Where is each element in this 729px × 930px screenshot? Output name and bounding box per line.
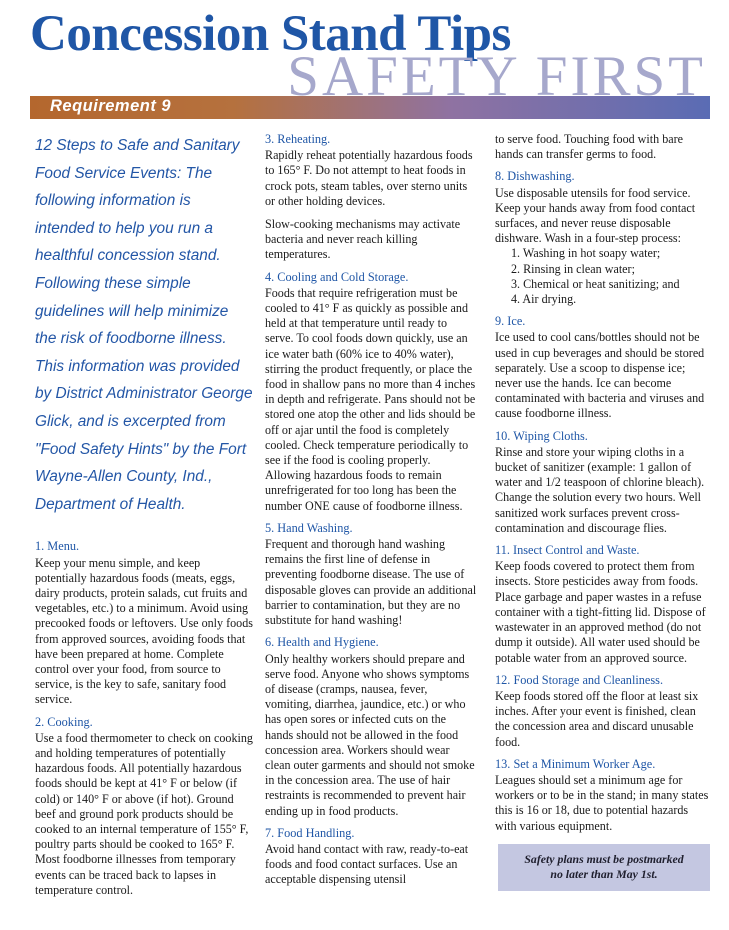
section-heading: 6. Health and Hygiene. — [265, 635, 379, 650]
section-body: Only healthy workers should prepare and serve food. Anyone who shows symptoms of disease (cramps, nausea, fever, vomiting, diarrhea, jaundice, etc.) or who has open sores or infected cuts on the hands should not be allowed in the food concession area. Workers should wear clean outer garments and should not smoke in the concession area. The use of hair restraints is recommended to prevent hair ending up in food products. — [265, 651, 475, 818]
section-body: Frequent and thorough hand washing remains the first line of defense in preventing foodborne disease. The use of disposable gloves can provide an additional barrier to contamination, but they are no substitute for hand washing! — [265, 537, 477, 628]
section-food-handling — [265, 826, 477, 888]
section-body: Use a food thermometer to check on cooking and holding temperatures of potentially hazardous foods. All potentially hazardous foods should be kept at 41° F or below (if cold) or 140° F or above (if hot). Ground beef and ground pork products should be cooked to an internal temperature of 155° F, poultry parts should be cooked to 165° F. Most foodborne illnesses from temporary events can be traced back to lapses in temperature control. — [35, 730, 253, 897]
section-heading: 11. Insect Control and Waste. — [495, 543, 640, 558]
notice-line: Safety plans must be postmarked — [524, 852, 684, 867]
intro-text: 12 Steps to Safe and Sanitary Food Service Events: The following information is intended to help you run a healthful concession stand. Following these simple guidelines will help minimize the risk of foodborne illness. This information was provided by District Administrator George Glick, and is excerpted from "Food Safety Hints" by the Fort Wayne-Allen County, Ind., Department of Health. — [35, 137, 253, 513]
section-heading: 1. Menu. — [35, 539, 80, 554]
section-reheating — [265, 132, 477, 263]
section-heading: 7. Food Handling. — [265, 825, 355, 840]
section-hand-washing — [265, 521, 477, 628]
section-food-storage — [495, 673, 709, 750]
section-body: Ice used to cool cans/bottles should not be used in cup beverages and should be stored separately. Use a scoop to dispense ice; never use the hands. Ice can become contaminated with bacteria and viruses and cause foodborne illness. — [495, 330, 705, 421]
section-insect-control — [495, 543, 709, 666]
section-worker-age — [495, 757, 709, 834]
section-body: Foods that require refrigeration must be cooled to 41° F as quickly as possible and held at that temperature until ready to serve. To cool foods down quickly, use an ice water bath (60% ice to 40% water), stirring the product frequently, or place the food in shallow pans no more than 4 inches in depth and refrigerate. Pans should not be stored one atop the other and lids should be off or ajar until the food is completely cooled. Check temperature periodically to see if the food is cooling properly. Allowing hazardous foods to remain unrefrigerated for too long has been the number ONE cause of foodborne illness. — [265, 285, 476, 513]
notice-line: no later than May 1st. — [550, 867, 658, 882]
dishwashing-step: 2. Rinsing in clean water; — [511, 261, 635, 276]
column-right — [495, 132, 709, 891]
section-menu — [35, 539, 253, 707]
section-cooking — [35, 715, 253, 898]
page-title: Concession Stand Tips — [30, 6, 511, 62]
section-body: Keep foods stored off the floor at least six inches. After your event is finished, clean the concession area and discard unusable food. — [495, 688, 699, 749]
section-body: Leagues should set a minimum age for workers or to be in the stand; in many states this is 16 or 18, due to potential hazards with various equipment. — [495, 772, 709, 833]
section-health-hygiene — [265, 635, 477, 818]
section-heading: 3. Reheating. — [265, 132, 331, 146]
deadline-notice — [498, 844, 710, 891]
column-left — [35, 132, 253, 905]
section-food-handling-continued — [495, 132, 709, 162]
section-heading: 4. Cooling and Cold Storage. — [265, 269, 409, 284]
section-dishwashing — [495, 169, 709, 307]
section-body: Rapidly reheat potentially hazardous foods to 165° F. Do not attempt to heat foods in crock pots, steam tables, over sterno units or other holding devices. — [265, 148, 473, 208]
section-body: Use disposable utensils for food service. Keep your hands away from food contact surfaces, and never reuse disposable dishware. Wash in a four-step process: — [495, 185, 696, 246]
section-wiping-cloths — [495, 429, 709, 536]
section-heading: 5. Hand Washing. — [265, 520, 353, 535]
section-ice — [495, 314, 709, 421]
dishwashing-step: 4. Air drying. — [511, 292, 577, 307]
section-heading: 12. Food Storage and Cleanliness. — [495, 672, 664, 687]
dishwashing-steps — [495, 246, 709, 307]
dishwashing-step: 1. Washing in hot soapy water; — [511, 246, 661, 261]
section-heading: 10. Wiping Cloths. — [495, 428, 588, 443]
column-middle — [265, 132, 477, 895]
section-heading: 2. Cooking. — [35, 714, 93, 729]
section-heading: 8. Dishwashing. — [495, 169, 575, 184]
section-body: Keep your menu simple, and keep potentially hazardous foods (meats, eggs, dairy products, protein salads, cut fruits and vegetables, etc.) to a minimum. Avoid using precooked foods or leftovers. Use only foods from approved sources, avoiding foods that have been prepared at home. Complete control over your food, from source to service, is the key to safe, sanitary food service. — [35, 555, 253, 707]
dishwashing-step: 3. Chemical or heat sanitizing; and — [511, 276, 680, 291]
section-heading: 13. Set a Minimum Worker Age. — [495, 756, 656, 771]
section-body-2: Slow-cooking mechanisms may activate bacteria and never reach killing temperatures. — [265, 217, 461, 262]
section-heading: 9. Ice. — [495, 314, 526, 329]
requirement-label: Requirement 9 — [50, 97, 172, 115]
section-cooling — [265, 270, 477, 514]
section-body: Keep foods covered to protect them from insects. Store pesticides away from foods. Place garbage and paper wastes in a refuse container with a tight-fitting lid. Dispose of wastewater in an approved method (do not dump it outside). All water used should be potable water from an approved source. — [495, 559, 706, 665]
section-body: Avoid hand contact with raw, ready-to-eat foods and food contact surfaces. Use an acceptable dispensing utensil — [265, 841, 469, 887]
section-body: Rinse and store your wiping cloths in a bucket of sanitizer (example: 1 gallon of water and 1/2 teaspoon of chlorine bleach). Change the solution every two hours. Well sanitized work surfaces prevent cross-contamination and discourage flies. — [495, 444, 705, 535]
page-subtitle: SAFETY FIRST — [287, 45, 706, 108]
section-body-continued: to serve food. Touching food with bare hands can transfer germs to food. — [495, 132, 684, 162]
